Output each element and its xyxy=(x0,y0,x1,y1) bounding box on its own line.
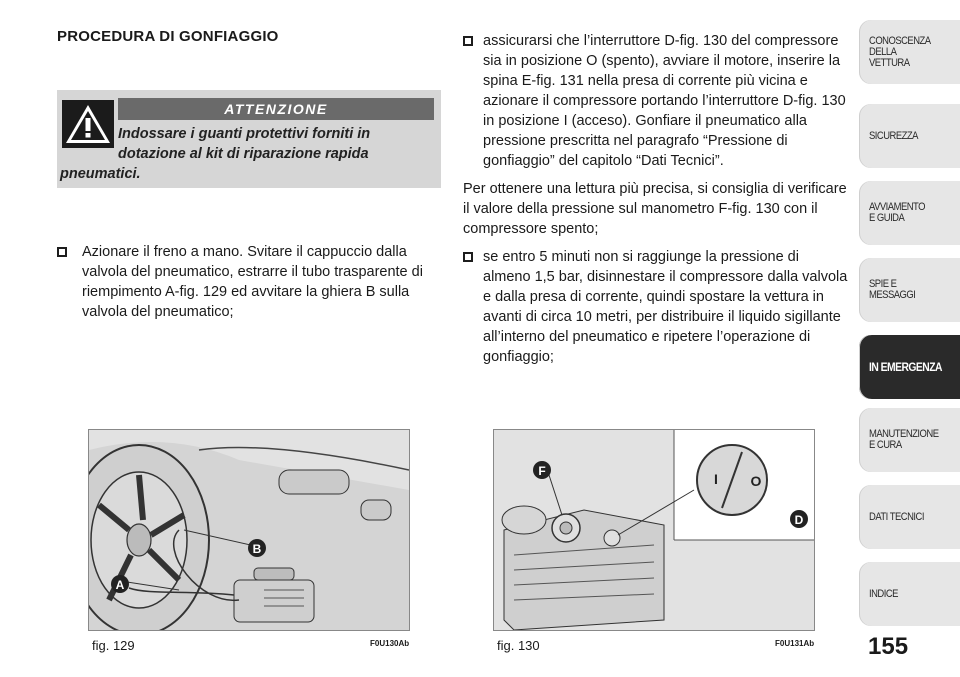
fig-130-code: F0U131Ab xyxy=(775,639,815,648)
sidebar-tab-label: IN EMERGENZA xyxy=(869,359,942,374)
sidebar-tab-label: SPIE E MESSAGGI xyxy=(869,278,916,301)
warning-text xyxy=(60,124,436,184)
checkbox-bullet-icon xyxy=(463,36,473,46)
section-title: PROCEDURA DI GONFIAGGIO xyxy=(57,28,279,45)
warning-line-2: dotazione al kit di riparazione rapida xyxy=(118,146,369,162)
sidebar-tab-label: CONOSCENZA DELLA VETTURA xyxy=(869,34,931,69)
callout-label-a: A xyxy=(115,578,125,592)
warning-line-3: pneumatici. xyxy=(60,166,141,182)
sidebar-tab-sicurezza[interactable] xyxy=(859,104,960,168)
callout-label-b: B xyxy=(252,542,262,556)
sidebar-tab-indice[interactable] xyxy=(859,562,960,626)
sidebar-tab-label: INDICE xyxy=(869,587,898,600)
right-column xyxy=(463,31,848,375)
fig-129-code: F0U130Ab xyxy=(370,639,410,648)
sidebar-tab-label: DATI TECNICI xyxy=(869,510,924,523)
fig-130-caption: fig. 130 xyxy=(497,638,540,653)
sidebar-tab-manutenzione[interactable] xyxy=(859,408,960,472)
warning-heading: ATTENZIONE xyxy=(224,101,328,117)
page-number: 155 xyxy=(868,633,909,660)
left-bullet-text: Azionare il freno a mano. Svitare il cappuccio dalla valvola del pneumatico, estrarre il tubo trasparente di riempimento A-fig. 129 ed avvitare la ghiera B sulla valvola del pneumatico; xyxy=(82,244,423,320)
callout-label-d: D xyxy=(794,513,804,527)
sidebar-tab-label: AVVIAMENTO E GUIDA xyxy=(869,201,925,224)
right-paragraph: Per ottenere una lettura più precisa, si consiglia di verificare il valore della pressione sul manometro F-fig. 130 con il compressore spento; xyxy=(463,181,847,237)
switch-label-on: I xyxy=(714,471,718,487)
compressor-switch-illustration xyxy=(494,430,814,630)
figure-130 xyxy=(493,429,815,631)
sidebar-tab-avviamento[interactable] xyxy=(859,181,960,245)
right-bullet-1-text: assicurarsi che l’interruttore D-fig. 130 del compressore sia in posizione O (spento), avviare il motore, inserire la spina E-fig. 131 nella presa di corrente più vicina e azionare il compressore portando l’interruttore D-fig. 130 in posizione I (acceso). Gonfiare il pneumatico alla pressione prescritta nel paragrafo “Pressione di gonfiaggio” del capitolo “Dati Tecnici”. xyxy=(483,33,846,169)
left-bullet xyxy=(57,242,443,322)
callout-label-f: F xyxy=(538,464,546,478)
right-bullet-2-text: se entro 5 minuti non si raggiunge la pressione di almeno 1,5 bar, disinnestare il compressore dalla valvola e dalla presa di corrente, quindi spostare la vettura in avanti di circa 10 metri, per distribuire il liquido sigillante all’interno del pneumatico e ripetere l’operazione di gonfiaggio; xyxy=(483,249,848,365)
figure-129 xyxy=(88,429,410,631)
sidebar-tab-conoscenza[interactable] xyxy=(859,20,960,84)
warning-line-1: Indossare i guanti protettivi forniti in xyxy=(118,126,371,142)
checkbox-bullet-icon xyxy=(463,252,473,262)
sidebar-tab-spie[interactable] xyxy=(859,258,960,322)
switch-label-off: O xyxy=(750,473,762,489)
fig-129-caption: fig. 129 xyxy=(92,638,135,653)
checkbox-bullet-icon xyxy=(57,247,67,257)
sidebar-tab-emergenza[interactable] xyxy=(859,335,960,399)
right-bullet-1 xyxy=(463,31,848,171)
warning-heading-bar xyxy=(118,98,434,120)
right-bullet-2 xyxy=(463,247,848,367)
sidebar-tab-label: MANUTENZIONE E CURA xyxy=(869,428,939,451)
sidebar-tab-dati-tecnici[interactable] xyxy=(859,485,960,549)
sidebar-tab-label: SICUREZZA xyxy=(869,129,918,142)
wheel-compressor-illustration xyxy=(89,430,409,630)
